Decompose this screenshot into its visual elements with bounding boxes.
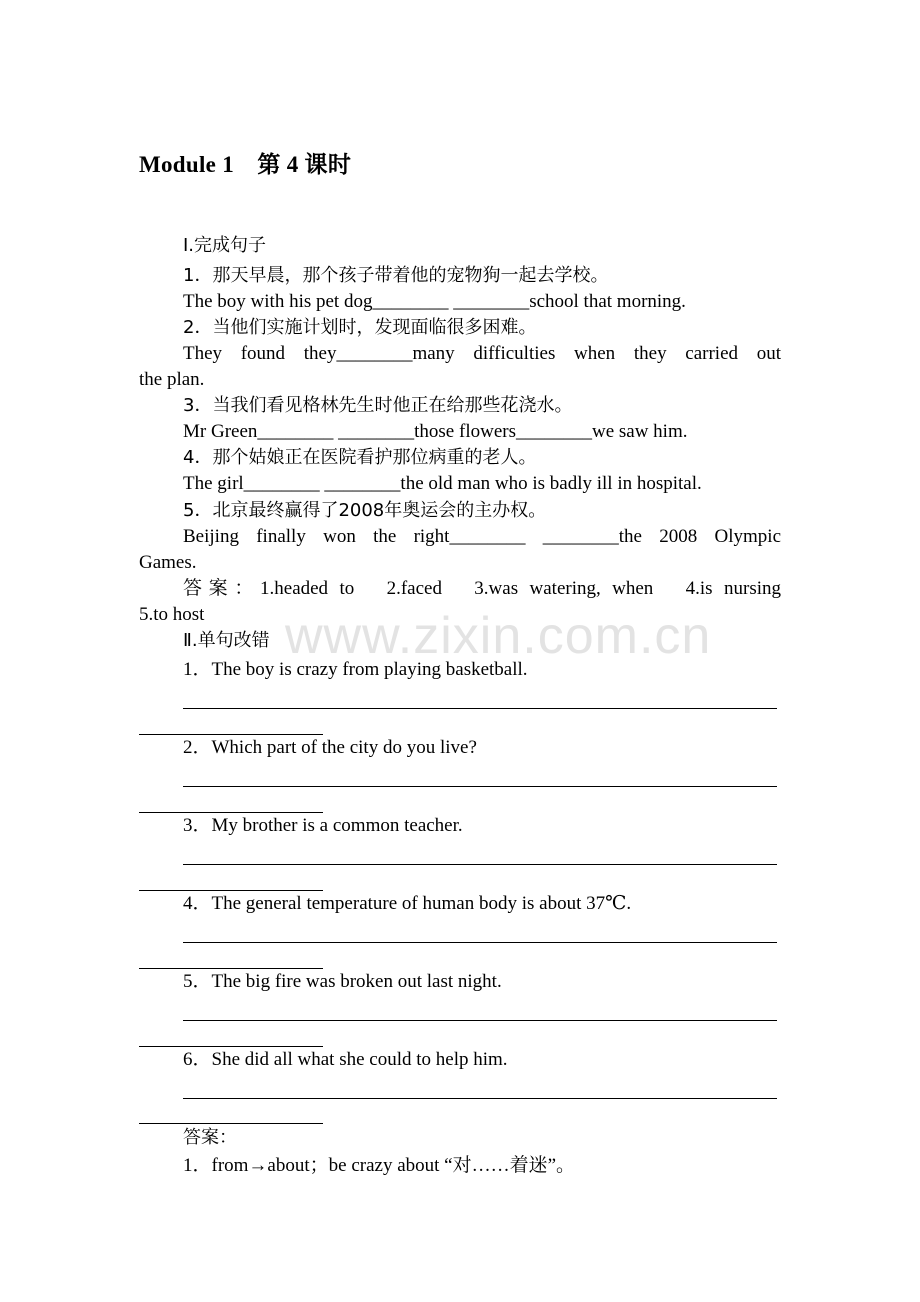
s1-answer-line2: 5.to host [139,604,205,625]
watermark: www.zixin.com.cn [285,607,712,665]
s2-item2-answer-line [183,786,777,787]
s1-item5-english: Beijing finally won the right________ ________the 2008 Olympic [183,526,781,547]
s1-item5-chinese: 5．北京最终赢得了2008年奥运会的主办权。 [183,500,547,521]
s1-item1-english: The boy with his pet dog________ ________school that morning. [183,291,686,312]
s2-item2: 2．Which part of the city do you live? [183,737,477,758]
s1-item2-english: They found they________many difficulties when they carried out [183,343,781,364]
page-title: Module 1 第 4 课时 [139,152,352,177]
s1-answer-line1: 答案：1.headed to 2.faced 3.was watering, when 4.is nursing [183,578,781,599]
s2-item6-answer-line [183,1098,777,1099]
s2-item1-answer-line [183,708,777,709]
s1-item5-english-cont: Games. [139,552,197,573]
s1-item1-chinese: 1．那天早晨，那个孩子带着他的宠物狗一起去学校。 [183,265,609,286]
s2-item5: 5．The big fire was broken out last night. [183,971,502,992]
s1-item2-english-cont: the plan. [139,369,205,390]
s2-item6: 6．She did all what she could to help him. [183,1049,508,1070]
s2-item6-answer-line-cont [139,1123,323,1124]
s1-item4-english: The girl________ ________the old man who is badly ill in hospital. [183,473,702,494]
s2-item5-answer-line [183,1020,777,1021]
s2-item4: 4．The general temperature of human body is about 37℃. [183,893,632,914]
s2-item3: 3．My brother is a common teacher. [183,815,463,836]
s1-item3-chinese: 3．当我们看见格林先生时他正在给那些花浇水。 [183,395,573,416]
s1-item2-chinese: 2．当他们实施计划时，发现面临很多困难。 [183,317,537,338]
s2-item4-answer-line [183,942,777,943]
s1-item3-english: Mr Green________ ________those flowers________we saw him. [183,421,688,442]
s2-item3-answer-line [183,864,777,865]
s2-item1: 1．The boy is crazy from playing basketball. [183,659,528,680]
s2-answer-1: 1．from→about；be crazy about “对……着迷”。 [183,1155,576,1176]
s1-item4-chinese: 4．那个姑娘正在医院看护那位病重的老人。 [183,447,537,468]
section2-heading: Ⅱ.单句改错 [183,630,270,651]
section1-heading: Ⅰ.完成句子 [183,235,267,256]
s2-answer-label: 答案： [183,1127,237,1148]
